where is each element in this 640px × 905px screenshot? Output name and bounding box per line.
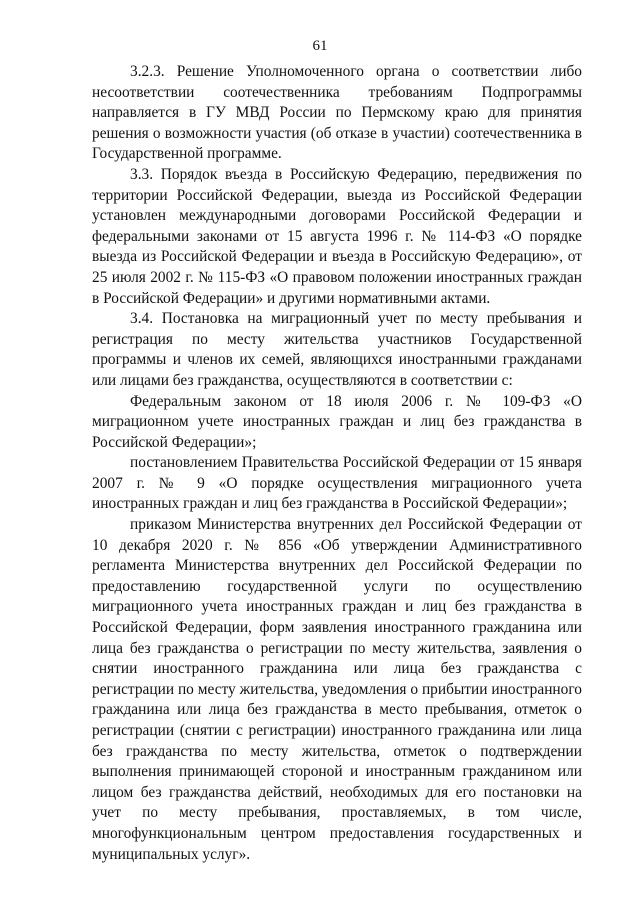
document-body bbox=[92, 62, 582, 865]
paragraph-3-3: 3.3. Порядок въезда в Российскую Федерацию, передвижения по территории Российской Федерации, выезда из Российской Федерации установлен международными договорами Российской Федерации и федеральными законами от 15 августа 1996 г. № 114-ФЗ «О порядке выезда из Российской Федерации и въезда в Российскую Федерацию», от 25 июля 2002 г. № 115-ФЗ «О правовом положении иностранных граждан в Российской Федерации» и другими нормативными актами. bbox=[92, 165, 582, 307]
paragraph-federal-law: Федеральным законом от 18 июля 2006 г. № 109-ФЗ «О миграционном учете иностранных граждан и лиц без гражданства в Российской Федерации»; bbox=[92, 392, 582, 451]
paragraph-3-4: 3.4. Постановка на миграционный учет по месту пребывания и регистрация по месту жительства участников Государственной программы и членов их семей, являющихся иностранными гражданами или лицами без гражданства, осуществляются в соответствии с: bbox=[92, 310, 582, 389]
paragraph-government-decree: постановлением Правительства Российской Федерации от 15 января 2007 г. № 9 «О порядке осуществления миграционного учета иностранных граждан и лиц без гражданства в Российской Федерации»; bbox=[92, 454, 582, 513]
page-number: 61 bbox=[312, 38, 328, 54]
paragraph-3-2-3: 3.2.3. Решение Уполномоченного органа о соответствии либо несоответствии соотечественника требованиям Подпрограммы направляется в ГУ МВД России по Пермскому краю для принятия решения о возможности участия (об отказе в участии) соотечественника в Государственной программе. bbox=[92, 63, 582, 163]
paragraph-ministry-order: приказом Министерства внутренних дел Российской Федерации от 10 декабря 2020 г. № 856 «Об утверждении Административного регламента Министерства внутренних дел Российской Федерации по предоставлению государственной услуги по осуществлению миграционного учета иностранных граждан и лиц без гражданства в Российской Федерации, форм заявления иностранного гражданина или лица без гражданства о регистрации по месту жительства, заявления о снятии иностранного гражданина или лица без гражданства с регистрации по месту жительства, уведомления о прибытии иностранного гражданина или лица без гражданства в место пребывания, отметок о регистрации (снятии с регистрации) иностранного гражданина или лица без гражданства по месту жительства, отметок о подтверждении выполнения принимающей стороной и иностранным гражданином или лицом без гражданства действий, необходимых для его постановки на учет по месту пребывания, проставляемых, в том числе, многофункциональным центром предоставления государственных и муниципальных услуг». bbox=[92, 516, 582, 863]
